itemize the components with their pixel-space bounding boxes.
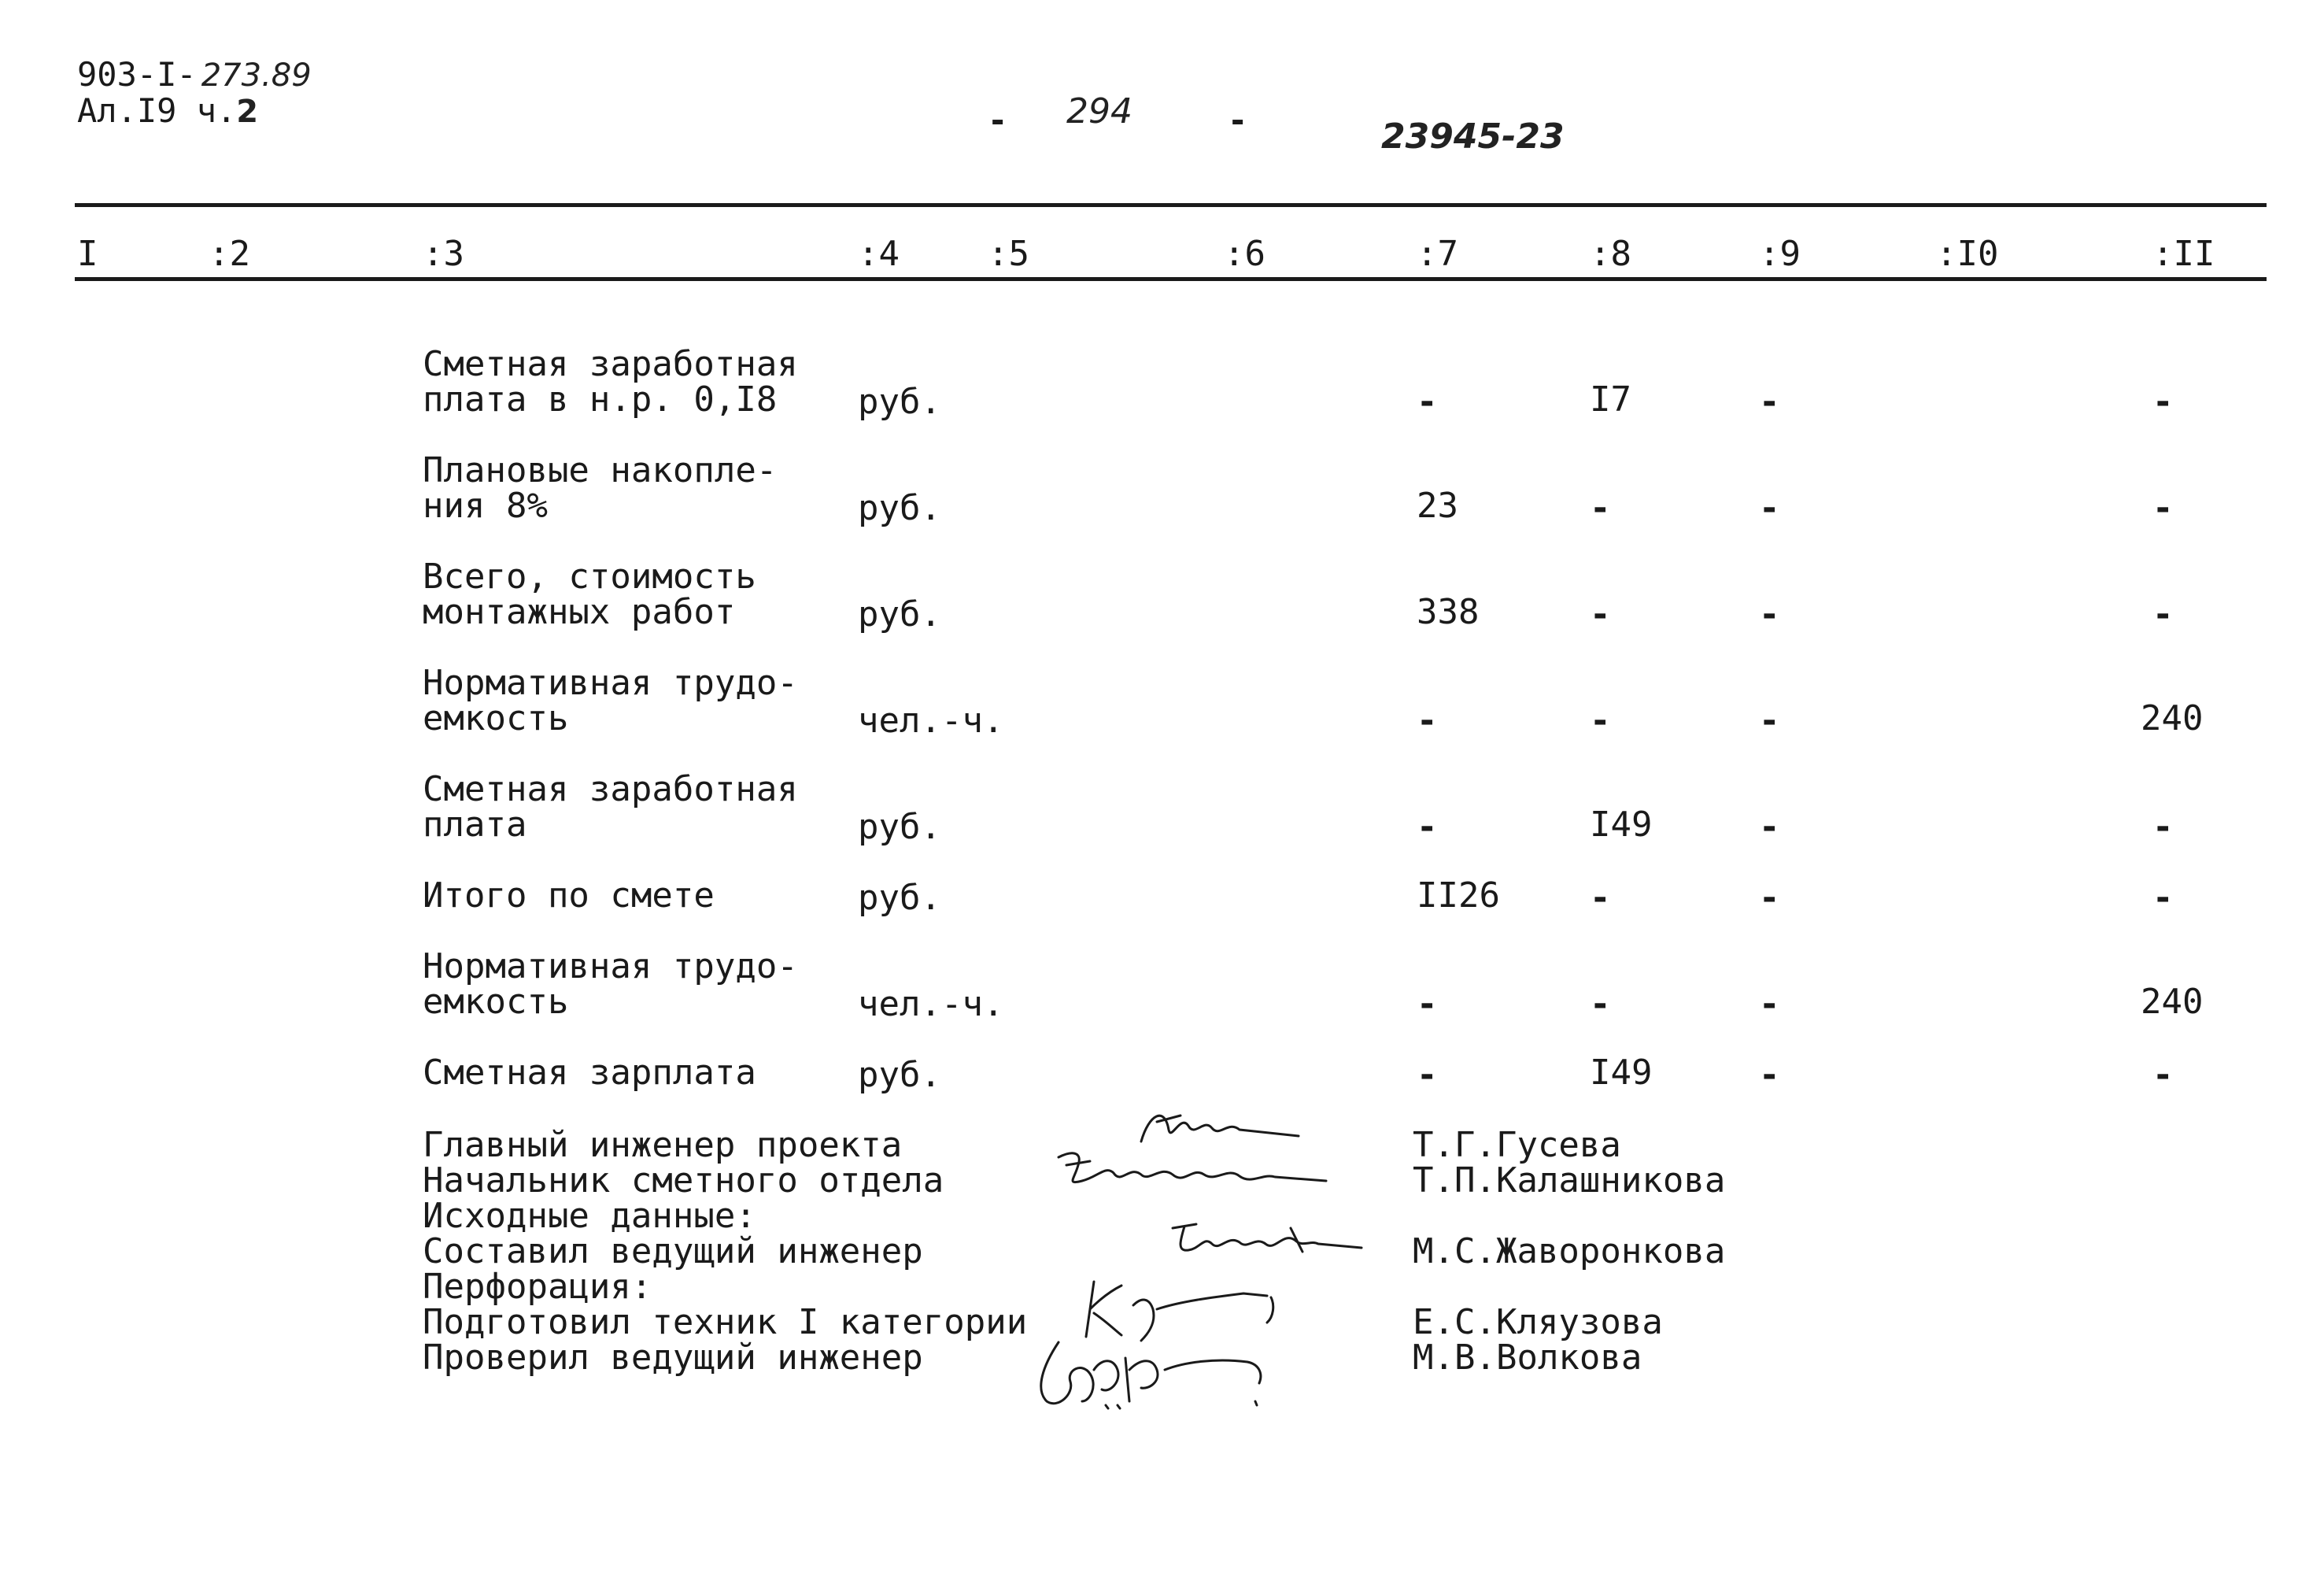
page-dash-right: -	[1228, 101, 1248, 139]
row-col7: 23	[1417, 486, 1458, 526]
signature-role: Подготовил техник I категории	[423, 1302, 1028, 1342]
signature-name: Т.Г.Гусева	[1413, 1125, 1621, 1165]
signature-name: М.С.Жаворонкова	[1413, 1231, 1726, 1271]
header-bottom-rule	[75, 277, 2267, 281]
document-code-handwritten: 273.89	[201, 57, 312, 94]
signature-role: Начальник сметного отдела	[423, 1160, 944, 1201]
signature-name: Е.С.Кляузова	[1413, 1302, 1663, 1342]
header-top-rule	[75, 203, 2267, 207]
column-header-7: :7	[1417, 234, 1458, 274]
signature-name: Т.П.Калашникова	[1413, 1160, 1726, 1201]
album-line	[77, 93, 258, 130]
row-description-line: Сметная зарплата	[423, 1053, 756, 1093]
row-col11: -	[2152, 1055, 2174, 1095]
row-col8: I7	[1590, 379, 1631, 420]
row-description-line: емкость	[423, 698, 569, 738]
row-col8: -	[1590, 701, 1611, 741]
row-unit: руб.	[858, 1055, 941, 1095]
handwritten-signature-zhavoronkova	[1165, 1212, 1369, 1267]
column-header-2: :2	[209, 234, 250, 274]
row-col7: -	[1417, 984, 1438, 1024]
row-col11: -	[2152, 594, 2174, 635]
row-col11: -	[2152, 382, 2174, 422]
column-header-6: :6	[1224, 234, 1265, 274]
row-col9: -	[1759, 1055, 1780, 1095]
page-dash-left: -	[988, 101, 1008, 139]
column-header-8: :8	[1590, 234, 1631, 274]
row-col8: -	[1590, 984, 1611, 1024]
row-description-line: Всего, стоимость	[423, 557, 756, 597]
row-unit: руб.	[858, 807, 941, 847]
row-col7: -	[1417, 1055, 1438, 1095]
row-col9: -	[1759, 984, 1780, 1024]
sheet-code: 23945-23	[1381, 117, 1565, 157]
row-description-line: Плановые накопле-	[423, 450, 778, 490]
row-description-line: Сметная заработная	[423, 769, 798, 809]
handwritten-signature-kalashnikova	[1051, 1142, 1334, 1197]
document-code-printed: 903-I-	[77, 55, 197, 94]
row-col8: -	[1590, 594, 1611, 635]
row-col11: -	[2152, 807, 2174, 847]
signature-section-label: Перфорация:	[423, 1267, 652, 1307]
row-col9: -	[1759, 807, 1780, 847]
row-description-line: Нормативная трудо-	[423, 946, 798, 986]
row-col8: -	[1590, 488, 1611, 528]
signature-role: Составил ведущий инженер	[423, 1231, 923, 1271]
signature-role: Главный инженер проекта	[423, 1125, 903, 1165]
row-col11: -	[2152, 878, 2174, 918]
row-description-line: монтажных работ	[423, 592, 736, 632]
column-header-11: :II	[2152, 234, 2215, 274]
row-col8: I49	[1590, 805, 1653, 845]
row-description-line: Нормативная трудо-	[423, 663, 798, 703]
signature-section-label: Исходные данные:	[423, 1196, 756, 1236]
signature-name: М.В.Волкова	[1413, 1338, 1642, 1378]
row-col9: -	[1759, 382, 1780, 422]
row-unit: руб.	[858, 488, 941, 528]
document-code	[77, 57, 312, 94]
row-col11: 240	[2141, 698, 2204, 738]
column-header-4: :4	[858, 234, 900, 274]
row-description-line: плата в н.р. 0,I8	[423, 379, 778, 420]
album-line-printed: Ал.I9 ч.	[77, 91, 237, 130]
column-header-5: :5	[988, 234, 1029, 274]
row-col9: -	[1759, 488, 1780, 528]
row-description-line: Сметная заработная	[423, 344, 798, 384]
album-part-handwritten: 2	[236, 94, 259, 130]
column-header-9: :9	[1759, 234, 1801, 274]
row-description-line: плата	[423, 805, 527, 845]
row-description-line: емкость	[423, 982, 569, 1022]
row-unit: руб.	[858, 878, 941, 918]
row-description-line: ния 8%	[423, 486, 548, 526]
row-col7: -	[1417, 382, 1438, 422]
row-col9: -	[1759, 701, 1780, 741]
row-col7: II26	[1417, 875, 1500, 916]
row-unit: руб.	[858, 594, 941, 635]
row-col8: -	[1590, 878, 1611, 918]
row-col9: -	[1759, 878, 1780, 918]
column-header-3: :3	[423, 234, 464, 274]
signature-role: Проверил ведущий инженер	[423, 1338, 923, 1378]
column-header-10: :I0	[1936, 234, 1999, 274]
page-number: 294	[1066, 91, 1132, 131]
row-col9: -	[1759, 594, 1780, 635]
row-col8: I49	[1590, 1053, 1653, 1093]
handwritten-signature-volkova	[1011, 1327, 1295, 1413]
row-col7: 338	[1417, 592, 1480, 632]
row-col7: -	[1417, 701, 1438, 741]
row-col7: -	[1417, 807, 1438, 847]
row-description-line: Итого по смете	[423, 875, 715, 916]
row-unit: чел.-ч.	[858, 701, 1004, 741]
row-col11: 240	[2141, 982, 2204, 1022]
column-header-1: I	[77, 234, 98, 274]
row-unit: руб.	[858, 382, 941, 422]
row-unit: чел.-ч.	[858, 984, 1004, 1024]
row-col11: -	[2152, 488, 2174, 528]
